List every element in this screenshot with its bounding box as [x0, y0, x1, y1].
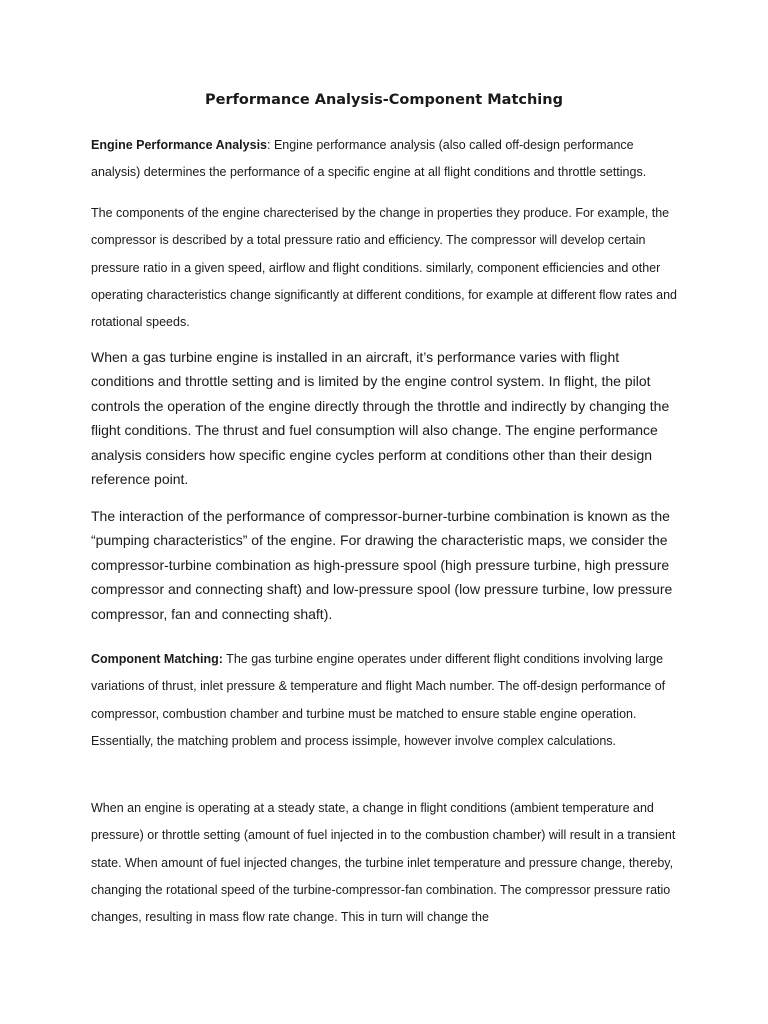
page-title: Performance Analysis-Component Matching [205, 92, 563, 108]
paragraph-text: When a gas turbine engine is installed in an aircraft, it’s performance varies with flight conditions and throttle setting and is limited by the engine control system. In flight, the pilot controls the operation of the engine directly through the throttle and indirectly by changing the flight conditions. The thrust and fuel consumption will also change. The engine performance analysis considers how specific engine cycles perform at conditions other than their design reference point. [91, 349, 670, 488]
paragraph-steady-state [91, 795, 681, 931]
paragraph-text: The interaction of the performance of compressor-burner-turbine combination is known as the “pumping characteristics” of the engine. For drawing the characteristic maps, we consider the compressor-turbine combination as high-pressure spool (high pressure turbine, high pressure compressor and connecting shaft) and low-pressure spool (low pressure turbine, low pressure compressor, fan and connecting shaft). [91, 508, 673, 622]
paragraph-text: : Engine performance analysis (also called off-design performance analysis) determines the performance of a specific engine at all flight conditions and throttle settings. [91, 138, 647, 180]
paragraph-text: When an engine is operating at a steady state, a change in flight conditions (ambient temperature and pressure) or throttle setting (amount of fuel injected in to the combustion chamber) will result in a transient state. When amount of fuel injected changes, the turbine inlet temperature and pressure change, thereby, changing the rotational speed of the turbine-compressor-fan combination. The compressor pressure ratio changes, resulting in mass flow rate change. This in turn will change the [91, 801, 676, 925]
paragraph-lead: Component Matching: [91, 652, 223, 666]
paragraph-installed-engine [91, 345, 681, 491]
paragraph-text: The components of the engine charecterised by the change in properties they produce. For example, the compressor is described by a total pressure ratio and efficiency. The compressor will develop certain pressure ratio in a given speed, airflow and flight conditions. similarly, component efficiencies and other operating characteristics change significantly at different conditions, for example at different flow rates and rotational speeds. [91, 206, 677, 330]
paragraph-component-matching [91, 646, 681, 755]
paragraph-lead: Engine Performance Analysis [91, 138, 267, 152]
paragraph-components [91, 200, 681, 336]
paragraph-engine-performance-analysis [91, 132, 681, 187]
paragraph-text: The gas turbine engine operates under different flight conditions involving large variations of thrust, inlet pressure & temperature and flight Mach number. The off-design performance of compressor, combustion chamber and turbine must be matched to ensure stable engine operation. Essentially, the matching problem and process issimple, however involve complex calculations. [91, 652, 666, 748]
paragraph-pumping-characteristics [91, 504, 681, 626]
